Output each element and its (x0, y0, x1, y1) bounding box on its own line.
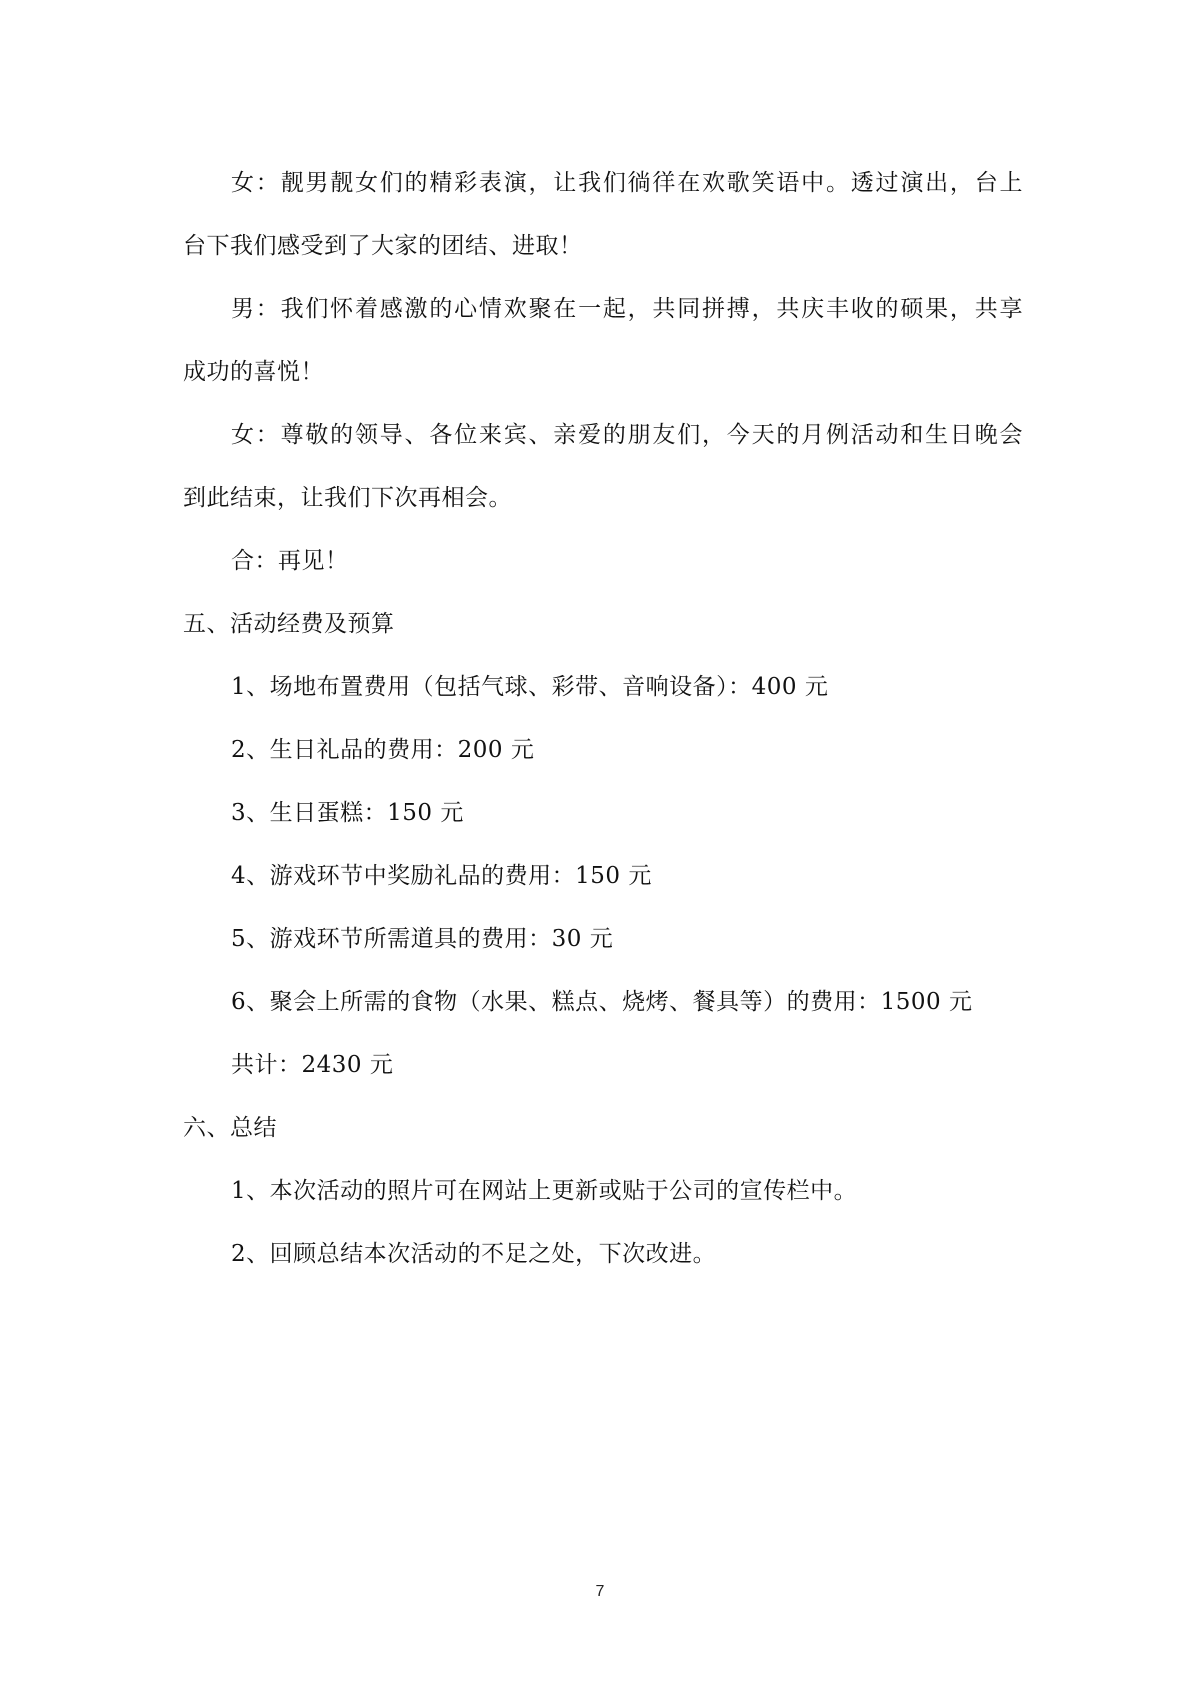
paragraph-line: 成功的喜悦！ (183, 359, 324, 385)
budget-item: 4、游戏环节中奖励礼品的费用：150 元 (231, 863, 652, 889)
summary-item: 1、本次活动的照片可在网站上更新或贴于公司的宣传栏中。 (231, 1178, 858, 1204)
paragraph-line: 女：靓男靓女们的精彩表演，让我们徜徉在欢歌笑语中。透过演出，台上 (231, 170, 1023, 196)
budget-item: 5、游戏环节所需道具的费用：30 元 (231, 926, 614, 952)
paragraph-line: 到此结束，让我们下次再相会。 (183, 485, 512, 511)
paragraph-line: 女：尊敬的领导、各位来宾、亲爱的朋友们，今天的月例活动和生日晚会 (231, 422, 1023, 448)
section-heading: 五、活动经费及预算 (183, 611, 395, 637)
page-number: 7 (595, 1583, 605, 1600)
paragraph-line: 合：再见！ (231, 548, 349, 574)
budget-item: 1、场地布置费用（包括气球、彩带、音响设备）：400 元 (231, 674, 829, 700)
budget-total: 共计：2430 元 (231, 1052, 394, 1078)
budget-item: 3、生日蛋糕：150 元 (231, 800, 464, 826)
summary-item: 2、回顾总结本次活动的不足之处，下次改进。 (231, 1241, 717, 1267)
paragraph-line: 男：我们怀着感激的心情欢聚在一起，共同拼搏，共庆丰收的硕果，共享 (231, 296, 1023, 322)
paragraph-line: 台下我们感受到了大家的团结、进取！ (183, 233, 583, 259)
document-body (183, 152, 1023, 1286)
section-heading: 六、总结 (183, 1115, 277, 1141)
budget-item: 2、生日礼品的费用：200 元 (231, 737, 535, 763)
budget-item: 6、聚会上所需的食物（水果、糕点、烧烤、餐具等）的费用：1500 元 (231, 989, 973, 1015)
